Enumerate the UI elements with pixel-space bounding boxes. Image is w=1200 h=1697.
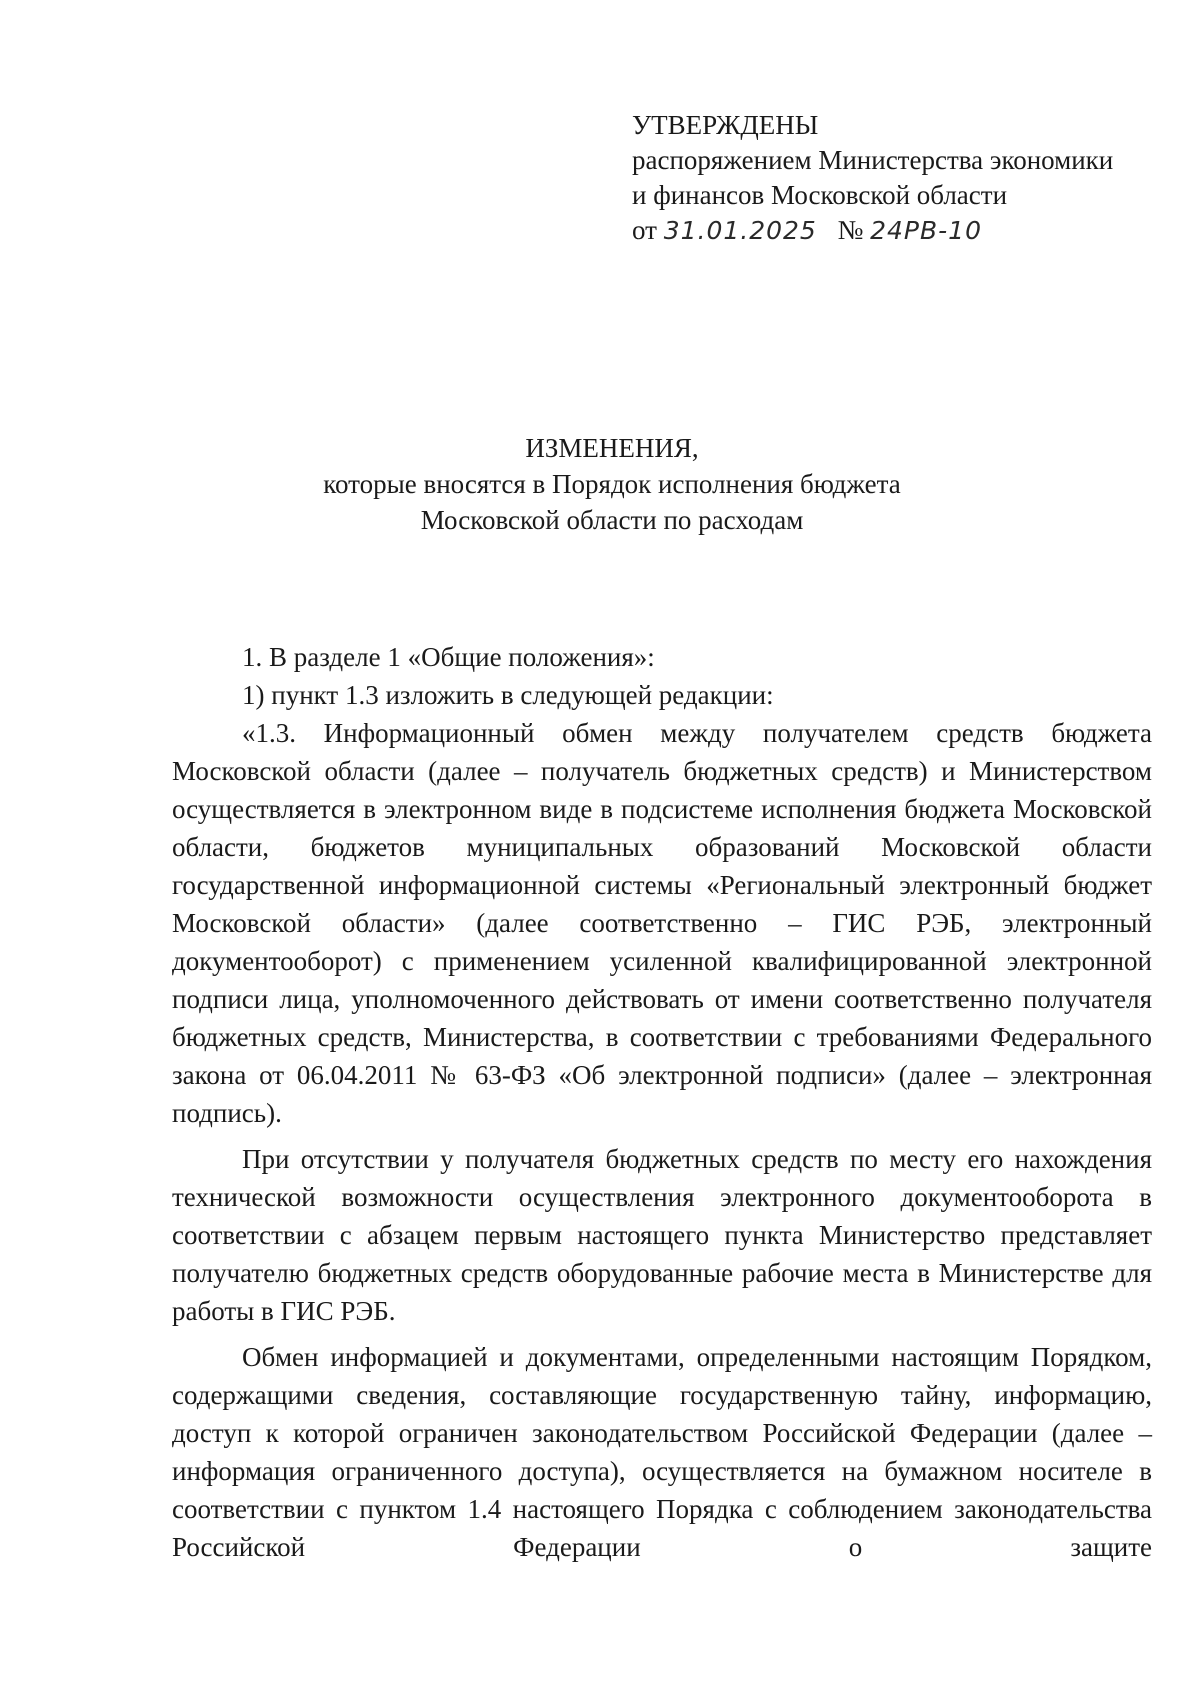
from-prefix: от	[632, 215, 657, 245]
approved-label: УТВЕРЖДЕНЫ	[632, 110, 819, 140]
document-body	[172, 638, 1152, 1566]
handwritten-number: 24РВ-10	[870, 216, 982, 245]
paragraph-clause-1-3: «1.3. Информационный обмен между получателем средств бюджета Московской области (далее – получатель бюджетных средств) и Министерством осуществляется в электронном виде в подсистеме исполнения бюджета Московской области, бюджетов муниципальных образований Московской области государственной информационной системы «Региональный электронный бюджет Московской области» (далее соответственно – ГИС РЭБ, электронный документооборот) с применением усиленной квалифицированной электронной подписи лица, уполномоченного действовать от имени соответственно получателя бюджетных средств, Министерства, в соответствии с требованиями Федерального закона от 06.04.2011 № 63-ФЗ «Об электронной подписи» (далее – электронная подпись).	[172, 718, 1152, 1128]
document-subtitle-line-1: которые вносятся в Порядок исполнения бюджета	[323, 469, 901, 499]
document-heading: ИЗМЕНЕНИЯ,	[525, 433, 699, 463]
paragraph-restricted-information: Обмен информацией и документами, определенными настоящим Порядком, содержащими сведения, составляющие государственную тайну, информацию, доступ к которой ограничен законодательством Российской Федерации (далее – информация ограниченного доступа), осуществляется на бумажном носителе в соответствии с пунктом 1.4 настоящего Порядка с соблюдением законодательства Российской Федерации о защите	[172, 1342, 1152, 1562]
document-title-block	[172, 430, 1052, 538]
decree-line-1: распоряжением Министерства экономики	[632, 145, 1114, 175]
approval-stamp-block	[632, 108, 1152, 248]
paragraph-no-technical-capability: При отсутствии у получателя бюджетных средств по месту его нахождения технической возможности осуществления электронного документооборота в соответствии с абзацем первым настоящего пункта Министерство представляет получателю бюджетных средств оборудованные рабочие места в Министерстве для работы в ГИС РЭБ.	[172, 1144, 1152, 1326]
number-prefix: №	[837, 215, 864, 245]
decree-date-number-line	[632, 213, 1152, 248]
paragraph-section-1: 1. В разделе 1 «Общие положения»:	[242, 642, 655, 672]
handwritten-date: 31.01.2025	[663, 216, 817, 245]
paragraph-item-1: 1) пункт 1.3 изложить в следующей редакции:	[242, 680, 774, 710]
document-subtitle-line-2: Московской области по расходам	[420, 505, 804, 535]
decree-line-2: и финансов Московской области	[632, 180, 1008, 210]
